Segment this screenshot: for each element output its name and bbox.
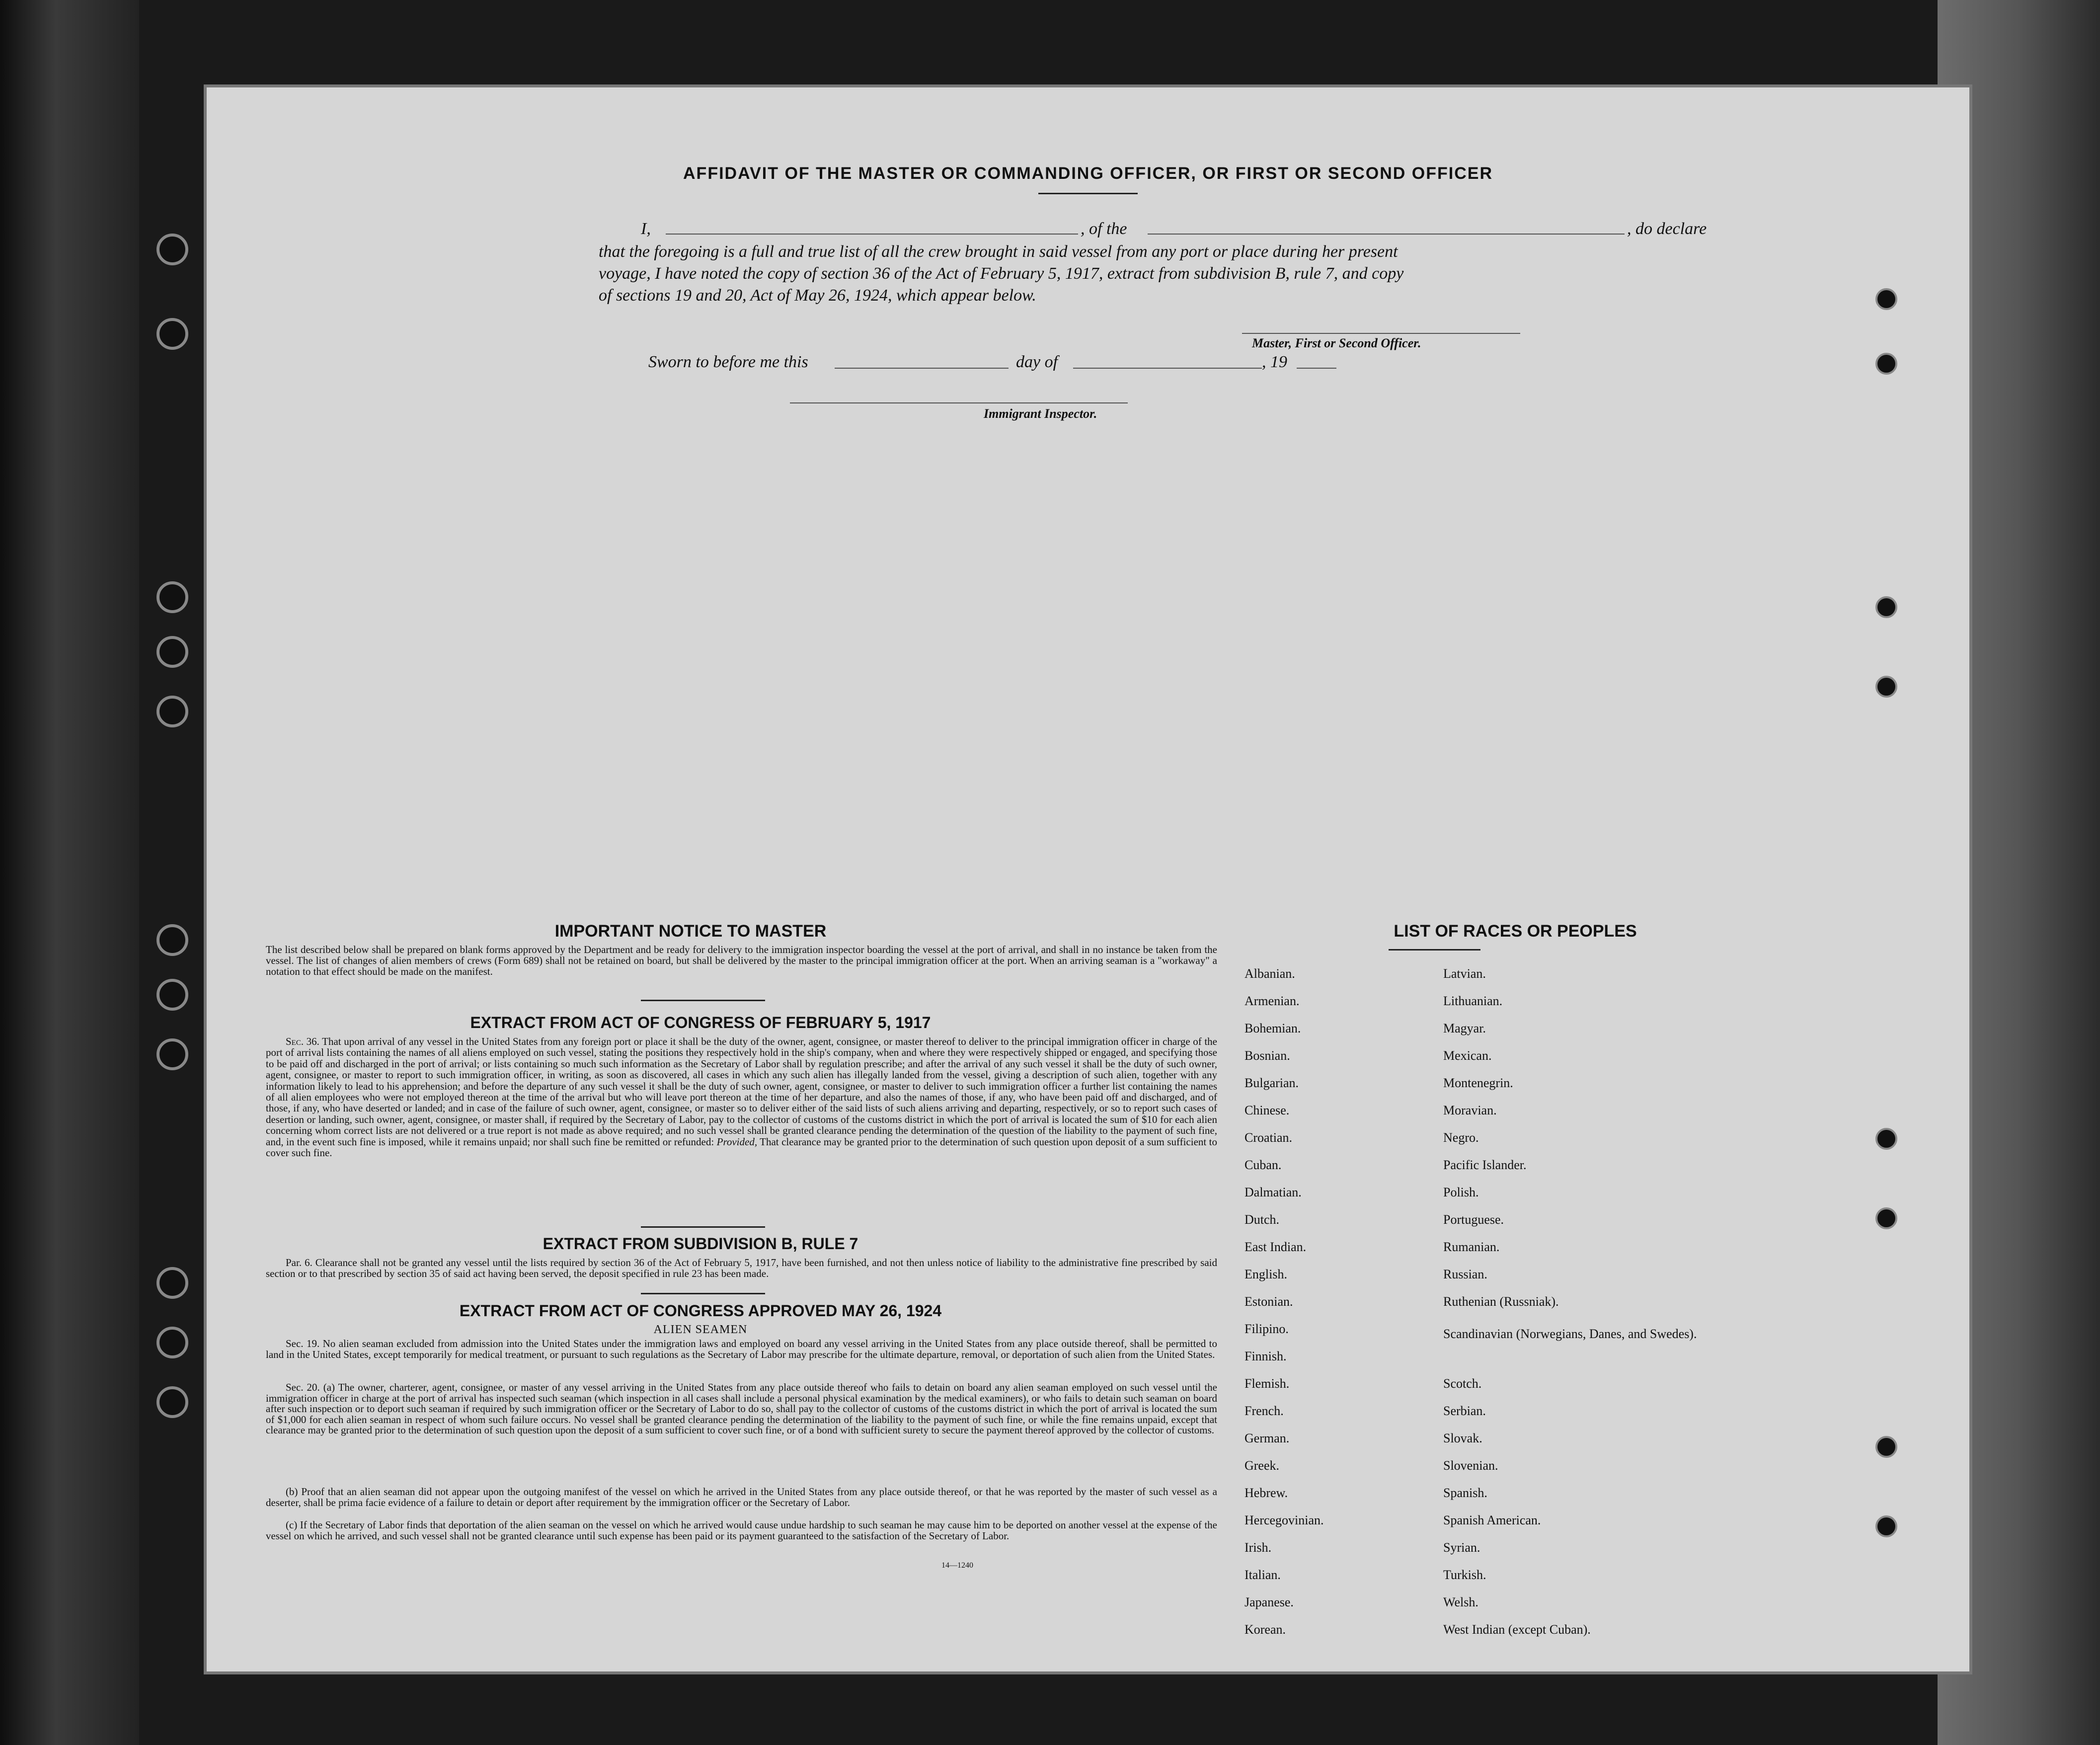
race-item: Filipino. [1244,1322,1289,1336]
inspector-signature-line [790,402,1128,403]
sec20a-body: Sec. 20. (a) The owner, charterer, agent, consignee, or master of any vessel arriving in the United States from any place outside thereof who fails to detain on board any alien seaman employed on such vessel until the immigration officer in charge at the port of arrival has inspected such seaman (which inspection in all cases shall include a personal physical examination by the medical examiners), or who fails to detain such seaman on board after such inspection or to deport such seaman if required by such immigration officer or the Secretary of Labor to do so, shall pay to the collector of customs of the customs district in which the port of arrival is located the sum of $1,000 for each alien seaman in respect of whom such failure occurs. No vessel shall be granted clearance pending the determination of the liability to the payment of such fine, or while the fine remains unpaid, except that clearance may be granted prior to the determination of such question upon the deposit of a sum sufficient to cover such fine, or of a bond with sufficient surety to secure the payment thereof approved by the collector of customs. [266,1381,1217,1436]
race-item: Hebrew. [1244,1486,1288,1500]
sec36-lead: Sec. 36. [286,1035,319,1047]
name-blank [666,234,1078,235]
race-item: Mexican. [1443,1048,1492,1063]
race-item: Flemish. [1244,1376,1290,1391]
race-item: Japanese. [1244,1595,1294,1609]
extract-1924-title: EXTRACT FROM ACT OF CONGRESS APPROVED MAY 26, 1924 [459,1302,942,1320]
extract-1917-body [266,1036,1217,1158]
affidavit-do-declare: , do declare [1627,220,1707,238]
race-item: French. [1244,1404,1284,1418]
notice-title: IMPORTANT NOTICE TO MASTER [554,922,827,941]
race-item: Chinese. [1244,1103,1290,1117]
binder-hole [156,924,188,956]
race-item: Hercegovinian. [1244,1513,1324,1527]
divider [641,1293,765,1294]
race-item: Montenegrin. [1443,1076,1513,1090]
affidavit-line4: of sections 19 and 20, Act of May 26, 1924, which appear below. [599,286,1036,305]
binder-hole [156,979,188,1011]
affidavit-of-the: , of the [1081,220,1127,238]
vessel-blank [1148,234,1625,235]
sec36-text: That upon arrival of any vessel in the United States from any foreign port or place it shall be the duty of the owner, agent, consignee, or master thereof to deliver to the principal immigration officer in charge of the port of arrival lists containing the names of all aliens employed on such vessel, stating the positions they respectively hold in the ship's company, when and where they were respectively shipped or engaged, and specifying those to be paid off and discharged in the port of arrival; or lists containing so much such information as the Secretary of Labor shall by regulation prescribe; and after the arrival of any such vessel it shall be the duty of such owner, agent, consignee, or master to report to such immigration officer, in writing, as soon as discovered, all cases in which any such alien has illegally landed from the vessel, giving a description of such alien, together with any information likely to lead to his apprehension; and before the departure of any such vessel it shall be the duty of such owner, agent, consignee, or master to deliver to such immigration officer a further list containing the names of all alien employees who were not employed thereon at the time of the arrival but who will leave port thereon at the time of her departure, and also the names of those, if any, who have been paid off and discharged, and of those, if any, who have deserted or landed; and in case of the failure of such owner, agent, consignee, or master so to deliver either of the said lists of such aliens arriving and departing, respectively, or so to report such cases of desertion or landing, such owner, agent, consignee, or master shall, if required by the Secretary of Labor, pay to the collector of customs of the customs district in which the port of arrival is located the sum of $10 for each alien concerning whom correct lists are not delivered or a true report is not made as above required; and no such vessel shall be granted clearance pending the determination of the question of the liability to the payment of such fine, and, in the event such fine is imposed, while it remains unpaid; nor shall such fine be remitted or refunded: [266,1035,1217,1148]
race-item: Dutch. [1244,1212,1280,1227]
year-label: , 19 [1262,353,1287,371]
binder-hole [156,1386,188,1418]
race-item: Magyar. [1443,1021,1486,1035]
sworn-label: Sworn to before me this [648,353,808,371]
divider [1038,193,1138,194]
race-item: Estonian. [1244,1294,1293,1309]
race-item: Spanish American. [1443,1513,1541,1527]
race-item: Negro. [1443,1130,1479,1145]
sec20b-body: (b) Proof that an alien seaman did not appear upon the outgoing manifest of the vessel on which he arrived in the United States from any place outside thereof, or that he was reported by the master of such vessel as a deserter, shall be prima facie evidence of a failure to detain or deport after requirement by the immigration officer or the Secretary of Labor. [266,1486,1217,1508]
race-item: Armenian. [1244,994,1300,1008]
race-item: Latvian. [1443,966,1486,981]
race-item: Lithuanian. [1443,994,1503,1008]
binder-hole [156,234,188,265]
race-item: Portuguese. [1443,1212,1504,1227]
race-item: Scotch. [1443,1376,1482,1391]
race-item: Polish. [1443,1185,1479,1199]
binder-hole [1875,1128,1897,1150]
alien-seamen-subtitle: ALIEN SEAMEN [653,1323,748,1336]
race-item: Cuban. [1244,1158,1282,1172]
sec36-proviso-rest: That clearance may be granted prior to the determination of such question upon deposit of a sum sufficient to cover such fine. [266,1135,1217,1159]
race-item: East Indian. [1244,1240,1307,1254]
sec19-body: Sec. 19. No alien seaman excluded from admission into the United States under the immigration laws and employed on board any vessel arriving in the United States from any place outside thereof, shall be permitted to land in the United States, except temporarily for medical treatment, or pursuant to such regulations as the Secretary of Labor may prescribe for the ultimate departure, removal, or deportation of such alien from the United States. [266,1338,1217,1360]
race-item: German. [1244,1431,1290,1445]
race-item: Serbian. [1443,1404,1486,1418]
binder-hole [1875,1436,1897,1458]
divider [1389,949,1480,951]
day-of-label: day of [1016,353,1058,371]
binder-hole [1875,353,1897,375]
extract-1917-title: EXTRACT FROM ACT OF CONGRESS OF FEBRUARY 5, 1917 [470,1014,931,1031]
affidavit-line3: voyage, I have noted the copy of section 36 of the Act of February 5, 1917, extract from subdivision B, rule 7, and copy [599,264,1404,283]
race-item: Irish. [1244,1540,1272,1555]
binder-hole [156,636,188,668]
race-item: West Indian (except Cuban). [1443,1622,1591,1637]
sworn-month-blank [1073,368,1262,369]
race-item: Russian. [1443,1267,1487,1281]
affidavit-i: I, [641,220,651,238]
race-item: Croatian. [1244,1130,1293,1145]
binder-hole [1875,288,1897,310]
binder-hole [1875,1515,1897,1537]
binder-hole [1875,1207,1897,1229]
sworn-day-blank [835,368,1009,369]
race-item: Albanian. [1244,966,1295,981]
race-item: Bulgarian. [1244,1076,1299,1090]
sec20c-body: (c) If the Secretary of Labor finds that deportation of the alien seaman on the vessel on which he arrived would cause undue hardship to such seaman he may cause him to be deported on another vessel at the expense of the vessel on which he arrived, and such vessel shall not be granted clearance until such expense has been paid or its payment guaranteed to the satisfaction of the Secretary of Labor. [266,1519,1217,1542]
race-item: Moravian. [1443,1103,1497,1117]
subdivision-b-title: EXTRACT FROM SUBDIVISION B, RULE 7 [543,1235,858,1253]
subdivision-b-body: Par. 6. Clearance shall not be granted any vessel until the lists required by section 36 of the Act of February 5, 1917, have been furnished, and not then unless notice of liability to the administrative fine prescribed by said section or to that prescribed by section 35 of said act having been served, the deposit specified in rule 23 has been made. [266,1257,1217,1279]
affidavit-page [204,84,1972,1674]
race-item: Pacific Islander. [1443,1158,1527,1172]
race-item: Ruthenian (Russniak). [1443,1294,1559,1309]
race-item: Syrian. [1443,1540,1480,1555]
race-item: Rumanian. [1443,1240,1500,1254]
race-item: Dalmatian. [1244,1185,1302,1199]
binder-hole [156,1038,188,1070]
binder-hole [156,696,188,727]
affidavit-title: AFFIDAVIT OF THE MASTER OR COMMANDING OFFICER, OR FIRST OR SECOND OFFICER [683,164,1493,183]
divider [641,1226,765,1228]
race-item: Slovak. [1443,1431,1482,1445]
race-item: English. [1244,1267,1287,1281]
binder-hole [156,1267,188,1299]
sec36-proviso: Provided, [716,1135,758,1148]
race-item: Korean. [1244,1622,1286,1637]
master-signature-line [1242,333,1520,334]
binder-hole [156,581,188,613]
binder-hole [1875,676,1897,698]
race-item: Slovenian. [1443,1458,1498,1473]
scanner-frame-left [0,0,139,1745]
divider [641,1000,765,1001]
master-signature-label: Master, First or Second Officer. [1252,336,1421,350]
races-title: LIST OF RACES OR PEOPLES [1394,922,1637,941]
race-item: Bosnian. [1244,1048,1290,1063]
race-item: Spanish. [1443,1486,1487,1500]
inspector-label: Immigrant Inspector. [984,406,1097,421]
race-item: Scandinavian (Norwegians, Danes, and Swedes). [1443,1327,1697,1341]
affidavit-line2: that the foregoing is a full and true list of all the crew brought in said vessel from any port or place during her present [599,242,1398,261]
form-code: 14—1240 [941,1561,973,1570]
binder-hole [1875,596,1897,618]
race-item: Italian. [1244,1568,1281,1582]
race-item: Finnish. [1244,1349,1287,1363]
year-blank [1297,368,1336,369]
race-item: Welsh. [1443,1595,1478,1609]
binder-hole [156,318,188,350]
race-item: Greek. [1244,1458,1280,1473]
notice-body: The list described below shall be prepared on blank forms approved by the Department and be ready for delivery to the immigration inspector boarding the vessel at the port of arrival, and shall in no instance be taken from the vessel. The list of changes of alien members of crews (Form 689) shall not be retained on board, but shall be delivered by the master to the principal immigration officer at the port. When an arriving seaman is a "workaway" a notation to that effect should be made on the manifest. [266,944,1217,977]
binder-hole [156,1327,188,1358]
race-item: Turkish. [1443,1568,1486,1582]
race-item: Bohemian. [1244,1021,1301,1035]
